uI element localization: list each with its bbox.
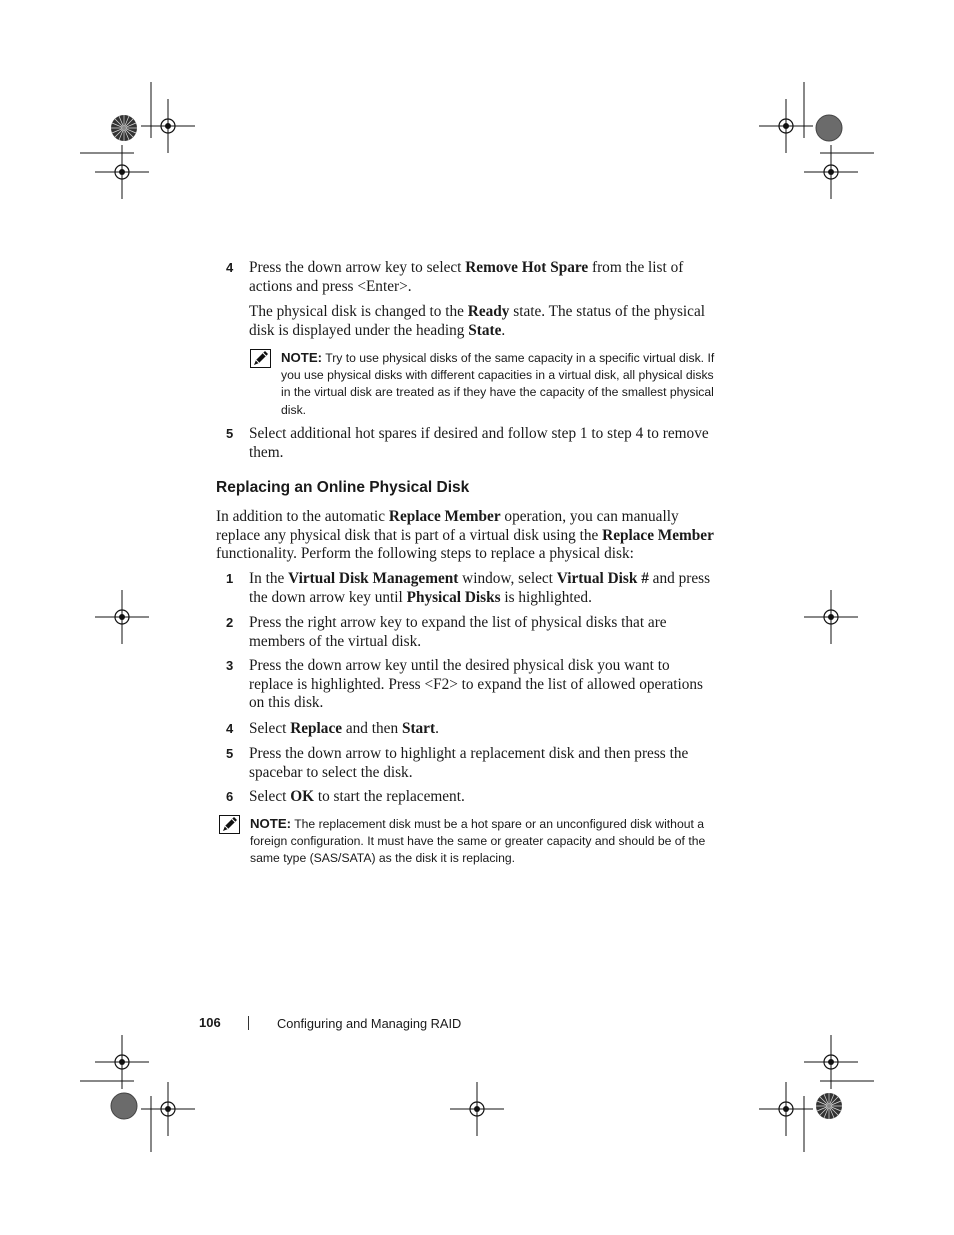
intro-paragraph: In addition to the automatic Replace Member operation, you can manually replace any physical disk that is part of a virtual disk using the Replace Member functionality. Perform the following steps to replace a physical disk: xyxy=(216,508,714,563)
starburst-icon xyxy=(816,1093,842,1119)
page-number: 106 xyxy=(199,1015,221,1030)
grey-target-icon xyxy=(816,115,842,141)
step-3: 3 Press the down arrow key until the desired physical disk you want to replace is highlighted. Press <F2> to expand the list of allowed operations on this disk. xyxy=(226,657,703,712)
step-5-additional-spares: 5 Select additional hot spares if desired and follow step 1 to step 4 to remove them. xyxy=(226,425,709,461)
pencil-note-icon xyxy=(219,815,241,835)
step-4: 4 Select Replace and then Start. xyxy=(226,720,439,737)
note-replacement-disk: NOTE: The replacement disk must be a hot spare or an unconfigured disk without a foreign configuration. It must have the same or greater capacity and should be of the same type (SAS/SATA) as the disk it is replacing. xyxy=(250,816,706,866)
crosshair-icon xyxy=(450,1082,504,1136)
step-number: 4 xyxy=(226,260,234,275)
step-6: 6 Select OK to start the replacement. xyxy=(226,788,465,805)
note-same-capacity: NOTE: Try to use physical disks of the same capacity in a specific virtual disk. If you use physical disks with different capacities in a virtual disk, all physical disks in the virtual disk are treated as if they have the capacity of the smallest physical disk. xyxy=(281,350,715,417)
section-heading: Replacing an Online Physical Disk xyxy=(216,479,470,496)
step-5: 5 Press the down arrow to highlight a replacement disk and then press the spacebar to select the disk. xyxy=(226,745,689,781)
starburst-icon xyxy=(111,115,137,141)
crosshair-icon xyxy=(95,590,149,644)
step-4-remove-hot-spare: 4 Press the down arrow key to select Remove Hot Spare from the list of actions and press <Enter>. xyxy=(226,259,684,295)
crosshair-icon xyxy=(759,99,813,153)
chapter-title: Configuring and Managing RAID xyxy=(277,1016,462,1031)
crosshair-icon xyxy=(759,1082,813,1136)
footer-divider xyxy=(248,1016,249,1030)
step-2: 2 Press the right arrow key to expand the list of physical disks that are members of the virtual disk. xyxy=(226,614,667,650)
crosshair-icon xyxy=(804,590,858,644)
grey-target-icon xyxy=(111,1093,137,1119)
step-1: 1 In the Virtual Disk Management window, select Virtual Disk # and press the down arrow key until Physical Disks is highlighted. xyxy=(226,570,711,606)
step-4-result-paragraph: The physical disk is changed to the Ready state. The status of the physical disk is displayed under the heading State. xyxy=(249,303,705,339)
crosshair-icon xyxy=(141,99,195,153)
crosshair-icon xyxy=(141,1082,195,1136)
pencil-note-icon xyxy=(250,349,272,369)
